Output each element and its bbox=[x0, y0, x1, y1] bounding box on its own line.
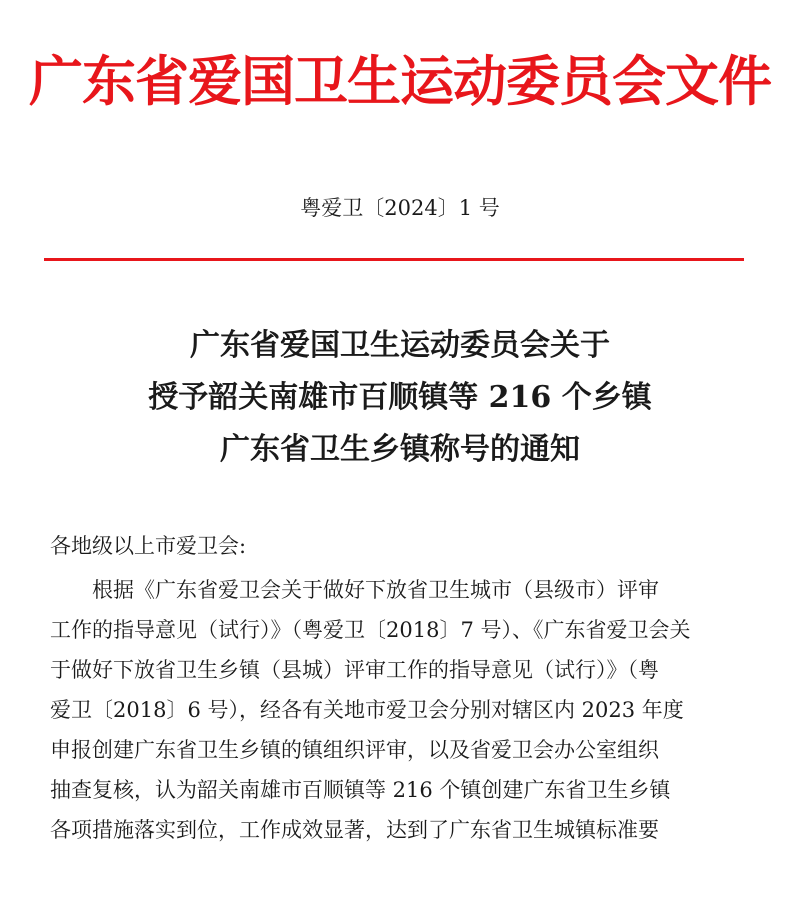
body-paragraph bbox=[50, 570, 750, 850]
body-line: 申报创建广东省卫生乡镇的镇组织评审，以及省爱卫会办公室组织 bbox=[50, 738, 659, 762]
body-line: 于做好下放省卫生乡镇（县城）评审工作的指导意见（试行）》（粤 bbox=[50, 658, 659, 682]
notice-title-line: 授予韶关南雄市百顺镇等 216 个乡镇 bbox=[148, 380, 652, 415]
document-number: 粤爱卫〔2024〕1 号 bbox=[300, 196, 500, 220]
salutation: 各地级以上市爱卫会: bbox=[50, 534, 247, 558]
notice-title-line: 广东省爱国卫生运动委员会关于 bbox=[190, 328, 610, 363]
notice-title-line: 广东省卫生乡镇称号的通知 bbox=[220, 432, 580, 467]
body-line: 根据《广东省爱卫会关于做好下放省卫生城市（县级市）评审 bbox=[92, 578, 659, 602]
body-line: 各项措施落实到位，工作成效显著，达到了广东省卫生城镇标准要 bbox=[50, 818, 659, 842]
notice-title bbox=[0, 320, 800, 476]
body-line: 爱卫〔2018〕6 号），经各有关地市爱卫会分别对辖区内 2023 年度 bbox=[50, 698, 684, 722]
red-divider-line bbox=[44, 258, 744, 261]
body-line: 工作的指导意见（试行）》（粤爱卫〔2018〕7 号）、《广东省爱卫会关 bbox=[50, 618, 691, 642]
agency-header-title: 广东省爱国卫生运动委员会文件 bbox=[29, 50, 771, 113]
body-line: 抽查复核，认为韶关南雄市百顺镇等 216 个镇创建广东省卫生乡镇 bbox=[50, 778, 671, 802]
